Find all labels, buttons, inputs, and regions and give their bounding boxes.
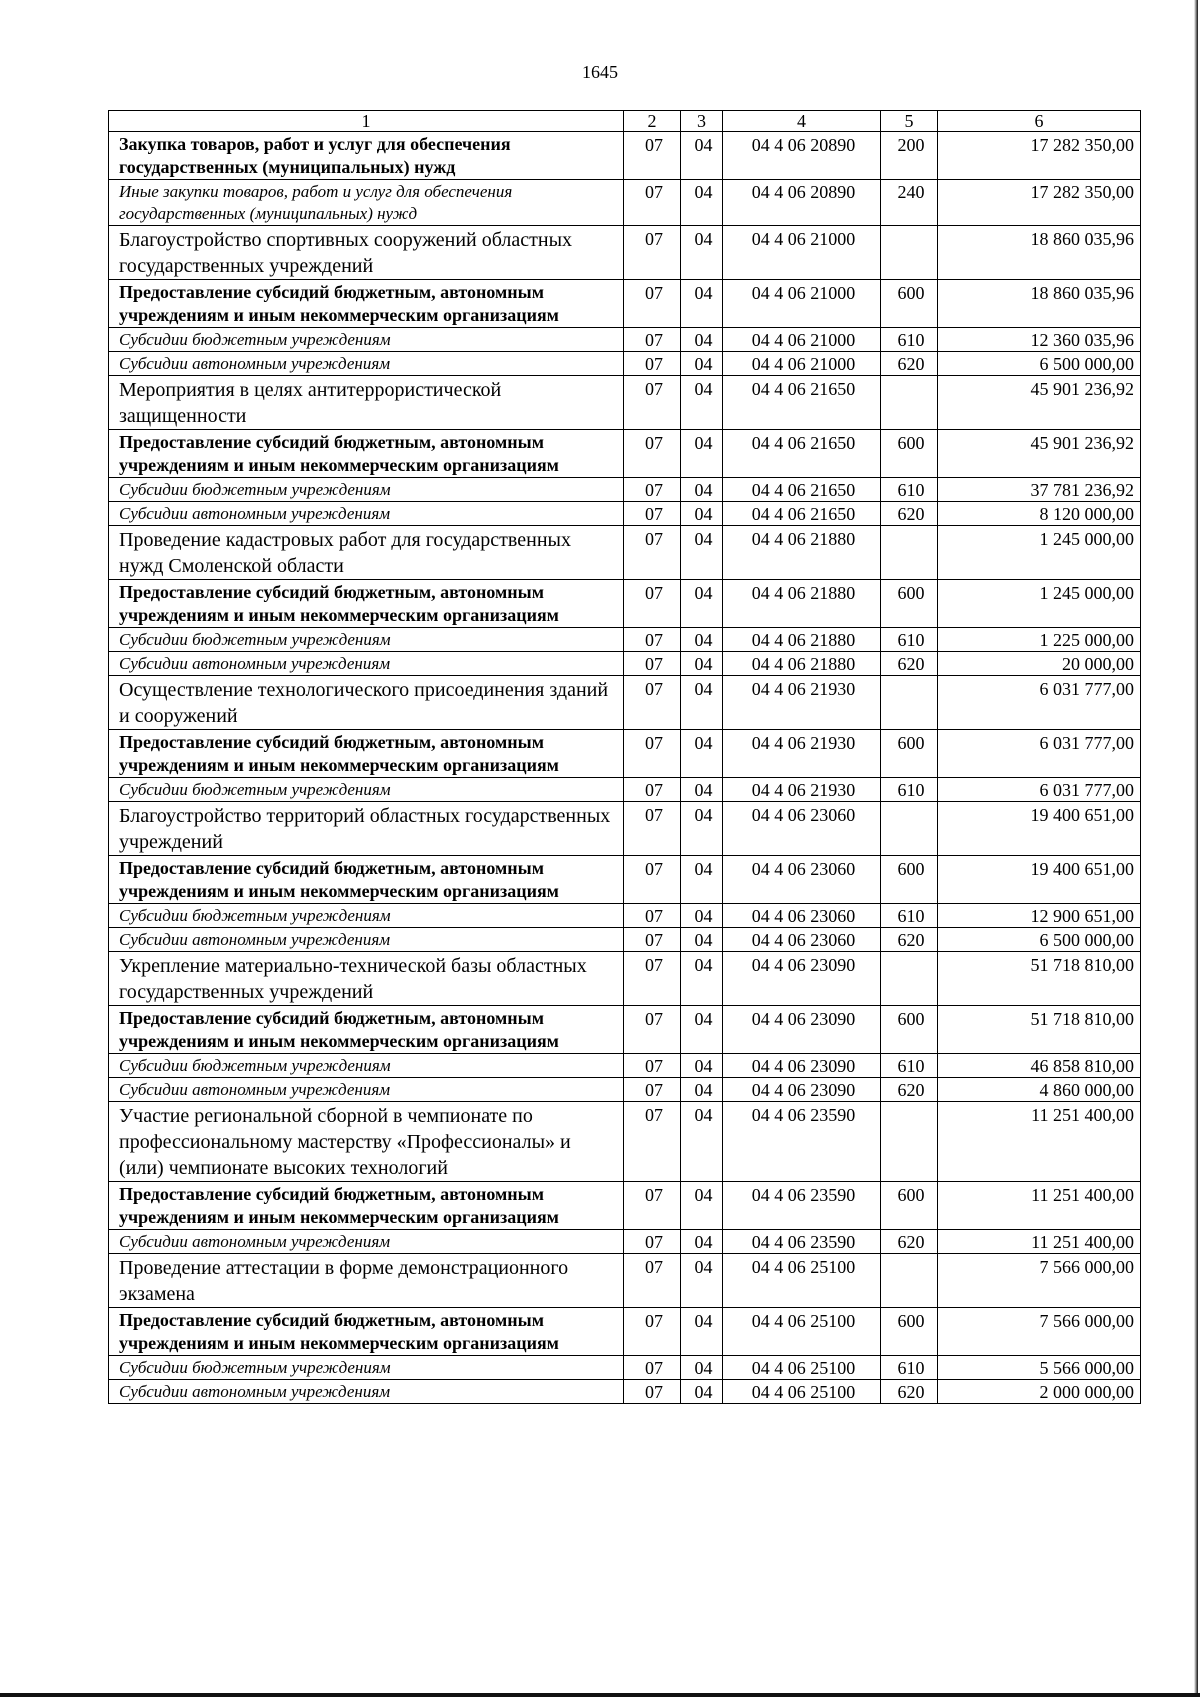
column-header-6: 6 xyxy=(938,111,1141,132)
table-row xyxy=(109,1356,1141,1380)
row-expense-type: 620 xyxy=(881,502,938,526)
row-name: Иные закупки товаров, работ и услуг для обеспечения государственных (муниципальных) нужд xyxy=(109,180,624,226)
row-target-article: 04 4 06 21880 xyxy=(723,628,881,652)
row-name: Субсидии автономным учреждениям xyxy=(109,1380,624,1404)
row-section: 07 xyxy=(624,1182,681,1230)
row-section: 07 xyxy=(624,352,681,376)
table-row xyxy=(109,376,1141,430)
row-section: 07 xyxy=(624,328,681,352)
row-amount: 11 251 400,00 xyxy=(938,1182,1141,1230)
scan-edge-bottom xyxy=(0,1693,1200,1697)
row-expense-type: 600 xyxy=(881,730,938,778)
column-header-1: 1 xyxy=(109,111,624,132)
row-amount: 6 500 000,00 xyxy=(938,352,1141,376)
row-target-article: 04 4 06 23090 xyxy=(723,1054,881,1078)
row-section: 07 xyxy=(624,1380,681,1404)
row-name: Субсидии автономным учреждениям xyxy=(109,352,624,376)
row-amount: 51 718 810,00 xyxy=(938,1006,1141,1054)
row-amount: 18 860 035,96 xyxy=(938,280,1141,328)
row-expense-type: 600 xyxy=(881,1308,938,1356)
row-target-article: 04 4 06 21000 xyxy=(723,328,881,352)
row-amount: 11 251 400,00 xyxy=(938,1102,1141,1182)
row-expense-type: 600 xyxy=(881,856,938,904)
row-name: Субсидии бюджетным учреждениям xyxy=(109,328,624,352)
row-subsection: 04 xyxy=(681,952,723,1006)
row-expense-type: 620 xyxy=(881,352,938,376)
table-row xyxy=(109,352,1141,376)
row-expense-type: 620 xyxy=(881,1078,938,1102)
table-row xyxy=(109,526,1141,580)
table-row xyxy=(109,1006,1141,1054)
row-section: 07 xyxy=(624,652,681,676)
row-target-article: 04 4 06 21930 xyxy=(723,730,881,778)
row-name: Субсидии бюджетным учреждениям xyxy=(109,628,624,652)
row-target-article: 04 4 06 21000 xyxy=(723,226,881,280)
row-section: 07 xyxy=(624,730,681,778)
row-target-article: 04 4 06 21650 xyxy=(723,376,881,430)
row-target-article: 04 4 06 25100 xyxy=(723,1308,881,1356)
column-header-4: 4 xyxy=(723,111,881,132)
row-expense-type: 610 xyxy=(881,904,938,928)
row-expense-type xyxy=(881,526,938,580)
row-subsection: 04 xyxy=(681,652,723,676)
row-name: Предоставление субсидий бюджетным, автономным учреждениям и иным некоммерческим организациям xyxy=(109,1308,624,1356)
row-section: 07 xyxy=(624,478,681,502)
table-row xyxy=(109,1230,1141,1254)
row-name: Мероприятия в целях антитеррористической защищенности xyxy=(109,376,624,430)
row-subsection: 04 xyxy=(681,730,723,778)
row-target-article: 04 4 06 21650 xyxy=(723,502,881,526)
row-expense-type: 610 xyxy=(881,628,938,652)
row-amount: 11 251 400,00 xyxy=(938,1230,1141,1254)
row-expense-type: 600 xyxy=(881,280,938,328)
row-name: Субсидии автономным учреждениям xyxy=(109,1230,624,1254)
row-name: Предоставление субсидий бюджетным, автономным учреждениям и иным некоммерческим организациям xyxy=(109,856,624,904)
row-expense-type: 620 xyxy=(881,928,938,952)
row-target-article: 04 4 06 25100 xyxy=(723,1356,881,1380)
header-row xyxy=(109,111,1141,132)
row-name: Предоставление субсидий бюджетным, автономным учреждениям и иным некоммерческим организациям xyxy=(109,730,624,778)
row-section: 07 xyxy=(624,132,681,180)
row-target-article: 04 4 06 21650 xyxy=(723,430,881,478)
row-subsection: 04 xyxy=(681,1006,723,1054)
row-expense-type xyxy=(881,1102,938,1182)
row-section: 07 xyxy=(624,280,681,328)
table-row xyxy=(109,226,1141,280)
row-amount: 1 245 000,00 xyxy=(938,526,1141,580)
row-section: 07 xyxy=(624,628,681,652)
row-subsection: 04 xyxy=(681,502,723,526)
row-name: Участие региональной сборной в чемпионате по профессиональному мастерству «Профессионалы» и (или) чемпионате высоких технологий xyxy=(109,1102,624,1182)
row-target-article: 04 4 06 23060 xyxy=(723,856,881,904)
row-subsection: 04 xyxy=(681,328,723,352)
table-row xyxy=(109,1102,1141,1182)
row-target-article: 04 4 06 21000 xyxy=(723,352,881,376)
row-expense-type xyxy=(881,1254,938,1308)
row-amount: 6 500 000,00 xyxy=(938,928,1141,952)
row-name: Благоустройство спортивных сооружений областных государственных учреждений xyxy=(109,226,624,280)
row-section: 07 xyxy=(624,1308,681,1356)
row-section: 07 xyxy=(624,580,681,628)
table-row xyxy=(109,628,1141,652)
row-subsection: 04 xyxy=(681,1078,723,1102)
table-row xyxy=(109,730,1141,778)
row-section: 07 xyxy=(624,676,681,730)
row-amount: 17 282 350,00 xyxy=(938,180,1141,226)
column-header-5: 5 xyxy=(881,111,938,132)
row-amount: 1 225 000,00 xyxy=(938,628,1141,652)
row-subsection: 04 xyxy=(681,1356,723,1380)
row-expense-type: 620 xyxy=(881,652,938,676)
row-target-article: 04 4 06 21930 xyxy=(723,778,881,802)
row-expense-type: 620 xyxy=(881,1380,938,1404)
table-row xyxy=(109,676,1141,730)
row-section: 07 xyxy=(624,226,681,280)
row-section: 07 xyxy=(624,1254,681,1308)
row-subsection: 04 xyxy=(681,478,723,502)
row-amount: 18 860 035,96 xyxy=(938,226,1141,280)
row-target-article: 04 4 06 21650 xyxy=(723,478,881,502)
row-name: Проведение кадастровых работ для государственных нужд Смоленской области xyxy=(109,526,624,580)
row-amount: 1 245 000,00 xyxy=(938,580,1141,628)
table-row xyxy=(109,928,1141,952)
row-subsection: 04 xyxy=(681,802,723,856)
row-name: Субсидии автономным учреждениям xyxy=(109,928,624,952)
table-row xyxy=(109,580,1141,628)
row-subsection: 04 xyxy=(681,778,723,802)
row-name: Субсидии бюджетным учреждениям xyxy=(109,778,624,802)
row-subsection: 04 xyxy=(681,526,723,580)
row-name: Укрепление материально-технической базы областных государственных учреждений xyxy=(109,952,624,1006)
row-target-article: 04 4 06 23590 xyxy=(723,1230,881,1254)
table-row xyxy=(109,802,1141,856)
row-target-article: 04 4 06 21880 xyxy=(723,526,881,580)
row-name: Предоставление субсидий бюджетным, автономным учреждениям и иным некоммерческим организациям xyxy=(109,430,624,478)
row-section: 07 xyxy=(624,1356,681,1380)
row-subsection: 04 xyxy=(681,352,723,376)
row-subsection: 04 xyxy=(681,580,723,628)
budget-table xyxy=(108,110,1141,1404)
row-subsection: 04 xyxy=(681,430,723,478)
row-expense-type: 620 xyxy=(881,1230,938,1254)
row-expense-type xyxy=(881,226,938,280)
row-subsection: 04 xyxy=(681,1054,723,1078)
row-amount: 46 858 810,00 xyxy=(938,1054,1141,1078)
row-amount: 4 860 000,00 xyxy=(938,1078,1141,1102)
row-amount: 37 781 236,92 xyxy=(938,478,1141,502)
table-row xyxy=(109,430,1141,478)
row-subsection: 04 xyxy=(681,180,723,226)
row-expense-type: 240 xyxy=(881,180,938,226)
row-name: Предоставление субсидий бюджетным, автономным учреждениям и иным некоммерческим организациям xyxy=(109,580,624,628)
row-subsection: 04 xyxy=(681,1254,723,1308)
row-amount: 45 901 236,92 xyxy=(938,430,1141,478)
row-amount: 19 400 651,00 xyxy=(938,856,1141,904)
row-target-article: 04 4 06 23060 xyxy=(723,802,881,856)
table-row xyxy=(109,778,1141,802)
row-amount: 20 000,00 xyxy=(938,652,1141,676)
row-section: 07 xyxy=(624,180,681,226)
row-amount: 19 400 651,00 xyxy=(938,802,1141,856)
row-amount: 2 000 000,00 xyxy=(938,1380,1141,1404)
scan-edge xyxy=(1194,0,1198,1697)
row-target-article: 04 4 06 23060 xyxy=(723,904,881,928)
row-subsection: 04 xyxy=(681,1182,723,1230)
row-amount: 12 900 651,00 xyxy=(938,904,1141,928)
row-name: Субсидии бюджетным учреждениям xyxy=(109,1356,624,1380)
row-subsection: 04 xyxy=(681,226,723,280)
table-row xyxy=(109,1308,1141,1356)
row-amount: 51 718 810,00 xyxy=(938,952,1141,1006)
table-row xyxy=(109,1054,1141,1078)
row-section: 07 xyxy=(624,1078,681,1102)
row-section: 07 xyxy=(624,430,681,478)
row-expense-type: 610 xyxy=(881,778,938,802)
table-row xyxy=(109,904,1141,928)
row-amount: 45 901 236,92 xyxy=(938,376,1141,430)
row-subsection: 04 xyxy=(681,676,723,730)
table-row xyxy=(109,1078,1141,1102)
row-amount: 17 282 350,00 xyxy=(938,132,1141,180)
row-target-article: 04 4 06 21930 xyxy=(723,676,881,730)
table-row xyxy=(109,328,1141,352)
page-number: 1645 xyxy=(582,62,618,82)
row-expense-type xyxy=(881,802,938,856)
row-subsection: 04 xyxy=(681,628,723,652)
row-name: Субсидии автономным учреждениям xyxy=(109,652,624,676)
row-target-article: 04 4 06 23590 xyxy=(723,1102,881,1182)
row-section: 07 xyxy=(624,502,681,526)
row-amount: 6 031 777,00 xyxy=(938,676,1141,730)
row-amount: 5 566 000,00 xyxy=(938,1356,1141,1380)
row-name: Субсидии автономным учреждениям xyxy=(109,1078,624,1102)
row-subsection: 04 xyxy=(681,1230,723,1254)
row-target-article: 04 4 06 20890 xyxy=(723,132,881,180)
row-expense-type: 600 xyxy=(881,1006,938,1054)
row-name: Предоставление субсидий бюджетным, автономным учреждениям и иным некоммерческим организациям xyxy=(109,280,624,328)
row-amount: 7 566 000,00 xyxy=(938,1254,1141,1308)
row-expense-type: 610 xyxy=(881,478,938,502)
row-expense-type xyxy=(881,952,938,1006)
row-amount: 12 360 035,96 xyxy=(938,328,1141,352)
row-section: 07 xyxy=(624,928,681,952)
row-subsection: 04 xyxy=(681,376,723,430)
row-amount: 6 031 777,00 xyxy=(938,778,1141,802)
row-subsection: 04 xyxy=(681,856,723,904)
row-target-article: 04 4 06 21880 xyxy=(723,580,881,628)
row-target-article: 04 4 06 21000 xyxy=(723,280,881,328)
row-target-article: 04 4 06 25100 xyxy=(723,1254,881,1308)
row-section: 07 xyxy=(624,1054,681,1078)
row-section: 07 xyxy=(624,1102,681,1182)
table-row xyxy=(109,280,1141,328)
table-row xyxy=(109,1254,1141,1308)
row-target-article: 04 4 06 23090 xyxy=(723,1006,881,1054)
row-section: 07 xyxy=(624,778,681,802)
row-section: 07 xyxy=(624,856,681,904)
table-row xyxy=(109,132,1141,180)
row-subsection: 04 xyxy=(681,132,723,180)
row-expense-type: 610 xyxy=(881,1356,938,1380)
row-name: Предоставление субсидий бюджетным, автономным учреждениям и иным некоммерческим организациям xyxy=(109,1006,624,1054)
row-expense-type: 600 xyxy=(881,1182,938,1230)
row-section: 07 xyxy=(624,1230,681,1254)
row-section: 07 xyxy=(624,904,681,928)
row-target-article: 04 4 06 20890 xyxy=(723,180,881,226)
row-expense-type xyxy=(881,676,938,730)
row-name: Субсидии бюджетным учреждениям xyxy=(109,1054,624,1078)
row-subsection: 04 xyxy=(681,928,723,952)
row-name: Предоставление субсидий бюджетным, автономным учреждениям и иным некоммерческим организациям xyxy=(109,1182,624,1230)
table-row xyxy=(109,180,1141,226)
row-section: 07 xyxy=(624,952,681,1006)
table-row xyxy=(109,952,1141,1006)
row-expense-type: 600 xyxy=(881,580,938,628)
row-expense-type xyxy=(881,376,938,430)
row-name: Субсидии бюджетным учреждениям xyxy=(109,904,624,928)
column-header-3: 3 xyxy=(681,111,723,132)
table-body xyxy=(109,132,1141,1404)
row-target-article: 04 4 06 23060 xyxy=(723,928,881,952)
row-subsection: 04 xyxy=(681,280,723,328)
row-name: Субсидии автономным учреждениям xyxy=(109,502,624,526)
row-name: Субсидии бюджетным учреждениям xyxy=(109,478,624,502)
row-target-article: 04 4 06 23090 xyxy=(723,1078,881,1102)
row-subsection: 04 xyxy=(681,1308,723,1356)
row-target-article: 04 4 06 23590 xyxy=(723,1182,881,1230)
row-target-article: 04 4 06 23090 xyxy=(723,952,881,1006)
column-header-2: 2 xyxy=(624,111,681,132)
row-section: 07 xyxy=(624,1006,681,1054)
row-expense-type: 610 xyxy=(881,1054,938,1078)
row-name: Осуществление технологического присоединения зданий и сооружений xyxy=(109,676,624,730)
row-section: 07 xyxy=(624,376,681,430)
row-name: Благоустройство территорий областных государственных учреждений xyxy=(109,802,624,856)
row-amount: 7 566 000,00 xyxy=(938,1308,1141,1356)
row-section: 07 xyxy=(624,802,681,856)
row-amount: 8 120 000,00 xyxy=(938,502,1141,526)
row-name: Закупка товаров, работ и услуг для обеспечения государственных (муниципальных) нужд xyxy=(109,132,624,180)
table-row xyxy=(109,652,1141,676)
row-expense-type: 600 xyxy=(881,430,938,478)
row-name: Проведение аттестации в форме демонстрационного экзамена xyxy=(109,1254,624,1308)
row-target-article: 04 4 06 21880 xyxy=(723,652,881,676)
row-expense-type: 200 xyxy=(881,132,938,180)
row-expense-type: 610 xyxy=(881,328,938,352)
row-target-article: 04 4 06 25100 xyxy=(723,1380,881,1404)
row-subsection: 04 xyxy=(681,1102,723,1182)
table-row xyxy=(109,1182,1141,1230)
table-row xyxy=(109,856,1141,904)
row-amount: 6 031 777,00 xyxy=(938,730,1141,778)
row-section: 07 xyxy=(624,526,681,580)
table-row xyxy=(109,1380,1141,1404)
table-row xyxy=(109,502,1141,526)
row-subsection: 04 xyxy=(681,1380,723,1404)
table-row xyxy=(109,478,1141,502)
row-subsection: 04 xyxy=(681,904,723,928)
